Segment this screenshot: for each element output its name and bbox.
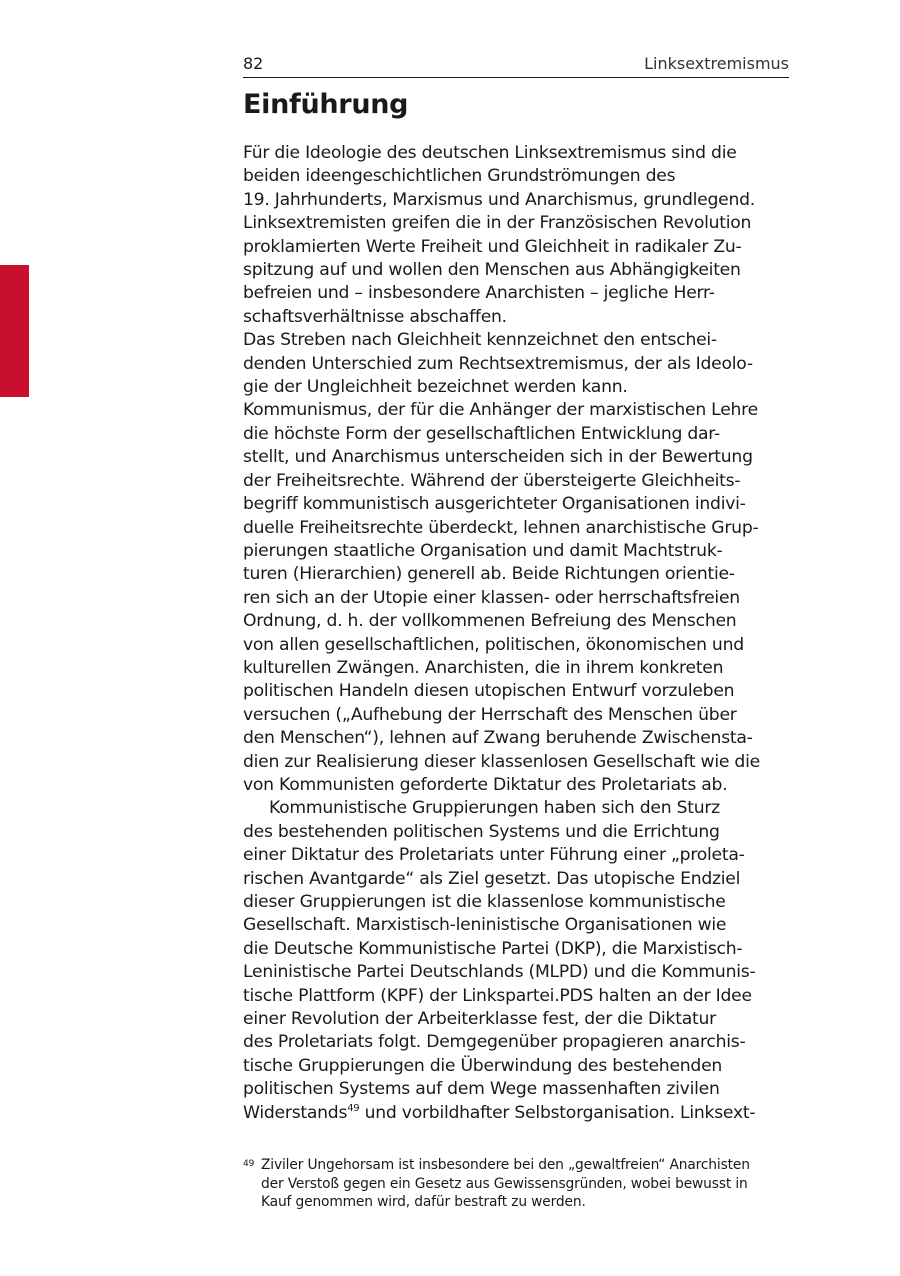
body-line: den Menschen“), lehnen auf Zwang beruhende Zwischensta-	[243, 728, 753, 749]
body-line: politischen Handeln diesen utopischen Entwurf vorzuleben	[243, 681, 735, 702]
body-line: beiden ideengeschichtlichen Grundströmungen des	[243, 166, 676, 187]
body-line: Linksextremisten greifen die in der Französischen Revolution	[243, 213, 752, 234]
body-line: turen (Hierarchien) generell ab. Beide Richtungen orientie-	[243, 564, 735, 585]
body-line: des Proletariats folgt. Demgegenüber propagieren anarchis-	[243, 1032, 746, 1053]
body-line: versuchen („Aufhebung der Herrschaft des Menschen über	[243, 704, 737, 725]
last-line-end: und vorbildhafter Selbstorganisation. Linksext-	[359, 1102, 756, 1123]
footnote-reference[interactable]: 49	[347, 1102, 360, 1114]
chapter-marker-tab	[0, 265, 29, 397]
body-text	[243, 142, 789, 1125]
body-line: kulturellen Zwängen. Anarchisten, die in ihrem konkreten	[243, 657, 724, 678]
body-line: pierungen staatliche Organisation und damit Machtstruk-	[243, 540, 723, 561]
body-line: proklamierten Werte Freiheit und Gleichheit in radikaler Zu-	[243, 236, 742, 257]
body-line: einer Diktatur des Proletariats unter Führung einer „proleta-	[243, 845, 745, 866]
body-line: politischen Systems auf dem Wege massenhaften zivilen	[243, 1079, 720, 1100]
last-line-start: Widerstands	[243, 1102, 348, 1123]
body-line: 19. Jahrhunderts, Marxismus und Anarchismus, grundlegend.	[243, 189, 755, 210]
body-line: Das Streben nach Gleichheit kennzeichnet den entschei-	[243, 330, 717, 351]
body-line: von allen gesellschaftlichen, politischen, ökonomischen und	[243, 634, 744, 655]
footnote-line: Kauf genommen wird, dafür bestraft zu werden.	[261, 1194, 586, 1210]
body-line: Kommunismus, der für die Anhänger der marxistischen Lehre	[243, 400, 758, 421]
running-head: Linksextremismus	[644, 54, 789, 73]
body-line: Leninistische Partei Deutschlands (MLPD) und die Kommunis-	[243, 962, 756, 983]
body-line: duelle Freiheitsrechte überdeckt, lehnen anarchistische Grup-	[243, 517, 759, 538]
body-line: die höchste Form der gesellschaftlichen Entwicklung dar-	[243, 423, 720, 444]
footnote-text: Ziviler Ungehorsam ist insbesondere bei den „gewaltfreien“ Anarchisten	[261, 1157, 750, 1173]
page-number: 82	[243, 54, 264, 73]
body-line: stellt, und Anarchismus unterscheiden sich in der Bewertung	[243, 447, 753, 468]
body-line: einer Revolution der Arbeiterklasse fest, der die Diktatur	[243, 1009, 716, 1030]
body-line: dien zur Realisierung dieser klassenlosen Gesellschaft wie die	[243, 751, 760, 772]
body-line: begriff kommunistisch ausgerichteter Organisationen indivi-	[243, 494, 746, 515]
body-line: denden Unterschied zum Rechtsextremismus, der als Ideolo-	[243, 353, 753, 374]
body-line: rischen Avantgarde“ als Ziel gesetzt. Das utopische Endziel	[243, 868, 741, 889]
body-line: ren sich an der Utopie einer klassen- oder herrschaftsfreien	[243, 587, 740, 608]
body-line: gie der Ungleichheit bezeichnet werden kann.	[243, 377, 628, 398]
body-line: die Deutsche Kommunistische Partei (DKP), die Marxistisch-	[243, 938, 743, 959]
body-line: befreien und – insbesondere Anarchisten – jegliche Herr-	[243, 283, 715, 304]
footnote	[243, 1156, 789, 1212]
body-line: tische Gruppierungen die Überwindung des bestehenden	[243, 1055, 723, 1076]
page-header	[243, 53, 789, 78]
footnote-line: der Verstoß gegen ein Gesetz aus Gewissensgründen, wobei bewusst in	[261, 1175, 748, 1192]
body-line: spitzung auf und wollen den Menschen aus Abhängigkeiten	[243, 260, 741, 281]
body-line: dieser Gruppierungen ist die klassenlose kommunistische	[243, 892, 726, 912]
body-line-last	[243, 1102, 789, 1125]
body-line: Für die Ideologie des deutschen Linksextremismus sind die	[243, 143, 737, 163]
body-line: tische Plattform (KPF) der Linkspartei.PDS halten an der Idee	[243, 985, 752, 1006]
section-title: Einführung	[243, 89, 409, 120]
body-line: des bestehenden politischen Systems und die Errichtung	[243, 821, 720, 842]
body-line-indented: Kommunistische Gruppierungen haben sich den Sturz	[269, 798, 720, 819]
body-line: von Kommunisten geforderte Diktatur des Proletariats ab.	[243, 774, 728, 795]
body-line: Ordnung, d. h. der vollkommenen Befreiung des Menschen	[243, 611, 737, 632]
footnote-number: 49	[243, 1159, 255, 1169]
body-line: schaftsverhältnisse abschaffen.	[243, 306, 507, 327]
body-line: der Freiheitsrechte. Während der übersteigerte Gleichheits-	[243, 470, 741, 491]
footnote-line	[243, 1156, 789, 1175]
body-line: Gesellschaft. Marxistisch-leninistische Organisationen wie	[243, 915, 727, 936]
